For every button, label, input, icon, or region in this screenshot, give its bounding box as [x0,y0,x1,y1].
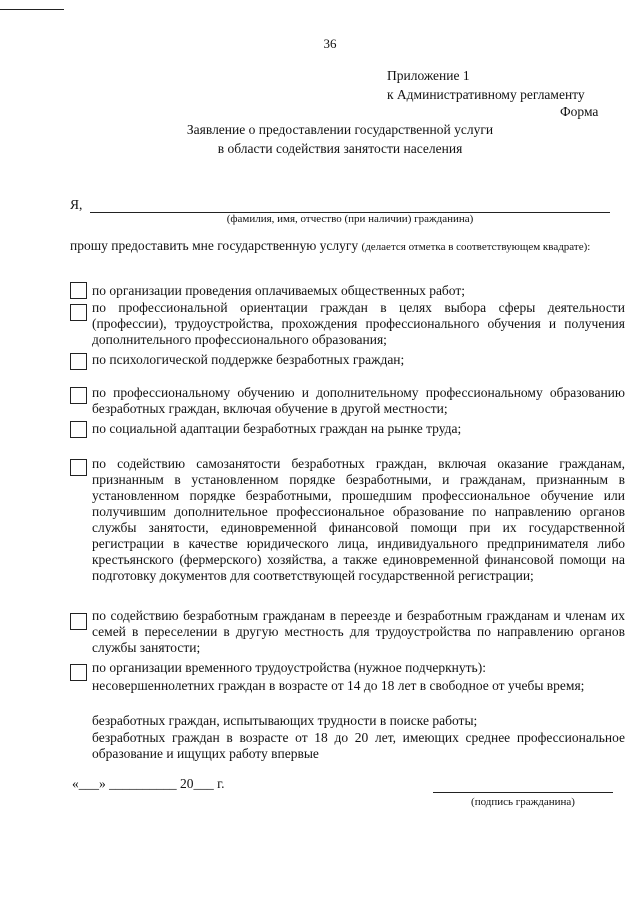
option-text: по содействию самозанятости безработных граждан, включая оказание гражданам, признанным в установленном порядке безработными, и гражданам, признанным в установленном порядке безработными, прошедшим профессиональное обучение или получившим дополнительное профессиональное образование по направлению органов службы занятости, единовременной финансовой помощи при их государственной регистрации в качестве юридического лица, индивидуального предпринимателя либо крестьянского (фермерского) хозяйства, а также единовременной финансовой помощи на подготовку документов для соответствующей государственной регистрации; [92,456,625,583]
option-checkbox[interactable] [70,387,87,404]
option-text: по социальной адаптации безработных граждан на рынке труда; [92,421,462,436]
document-title [60,120,620,158]
option-checkbox[interactable] [70,421,87,438]
option-text: по организации проведения оплачиваемых общественных работ; [92,283,466,298]
appendix-header [387,66,585,104]
applicant-prefix: Я, [70,197,83,212]
appendix-line-1: Приложение 1 [387,68,470,83]
temp-employment-option[interactable]: несовершеннолетних граждан в возрасте от 14 до 18 лет в свободное от учебы время; [92,678,585,693]
request-note: (делается отметка в соответствующем квадрате): [361,241,591,253]
request-main: прошу предоставить мне государственную услугу [70,238,359,253]
title-line-1: Заявление о предоставлении государственной услуги [186,122,494,137]
temp-employment-option[interactable]: безработных граждан, испытывающих трудности в поиске работы; [92,713,478,728]
option-checkbox[interactable] [70,353,87,370]
top-rule [0,9,64,10]
applicant-name-caption: (фамилия, имя, отчество (при наличии) гражданина) [226,213,474,225]
option-checkbox[interactable] [70,664,87,681]
option-text: по профессиональной ориентации граждан в целях выбора сферы деятельности (профессии), трудоустройства, прохождения профессионального обучения и получения дополнительного профессионального образования; [92,300,625,347]
option-text: по психологической поддержке безработных граждан; [92,352,405,367]
date-field[interactable]: «___» __________ 20___ г. [72,776,225,791]
request-statement [70,237,625,256]
option-checkbox[interactable] [70,459,87,476]
title-line-2: в области содействия занятости населения [217,141,463,156]
option-checkbox[interactable] [70,613,87,630]
appendix-line-2: к Административному регламенту [387,87,585,102]
page-number: 36 [323,36,337,51]
option-text: по содействию безработным гражданам в переезде и безработным гражданам и членам их семей в переселении в другую местность для трудоустройства по направлению органов службы занятости; [92,608,625,655]
form-label: Форма [560,104,599,119]
signature-caption: (подпись гражданина) [471,796,575,808]
option-checkbox[interactable] [70,304,87,321]
temp-employment-option[interactable]: безработных граждан в возрасте от 18 до 20 лет, имеющих среднее профессиональное образование и ищущих работу впервые [92,730,625,761]
signature-field[interactable] [433,792,613,793]
option-text: по профессиональному обучению и дополнительному профессиональному образованию безработных граждан, включая обучение в другой местности; [92,385,625,416]
option-checkbox[interactable] [70,282,87,299]
option-text: по организации временного трудоустройства (нужное подчеркнуть): [92,660,486,675]
